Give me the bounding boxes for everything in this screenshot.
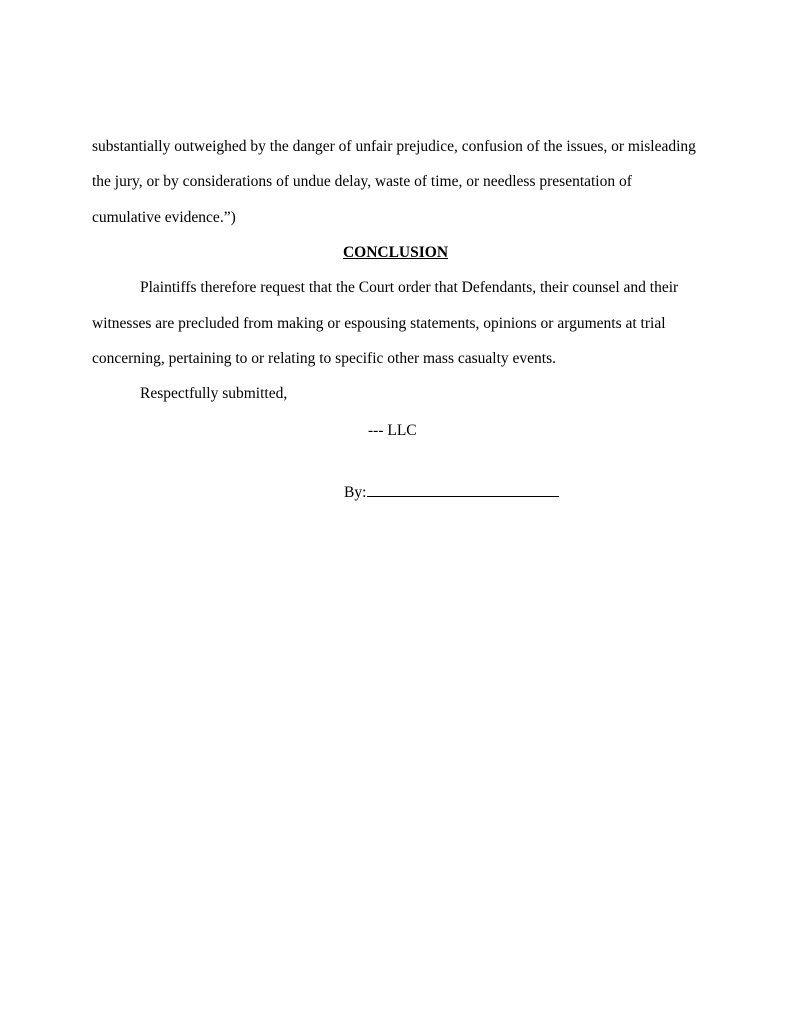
paragraph-line: witnesses are precluded from making or espousing statements, opinions or arguments at trial bbox=[92, 315, 666, 332]
section-heading: CONCLUSION bbox=[342, 244, 449, 261]
paragraph-line: substantially outweighed by the danger of unfair prejudice, confusion of the issues, or misleading bbox=[92, 138, 696, 155]
paragraph-line: cumulative evidence.”) bbox=[92, 209, 236, 226]
signature-block bbox=[344, 480, 559, 503]
paragraph-line: concerning, pertaining to or relating to specific other mass casualty events. bbox=[92, 350, 556, 367]
signature-label: By: bbox=[344, 484, 367, 501]
paragraph-line: Plaintiffs therefore request that the Court order that Defendants, their counsel and their bbox=[140, 279, 679, 296]
paragraph-line: the jury, or by considerations of undue delay, waste of time, or needless presentation of bbox=[92, 173, 632, 190]
closing-text: Respectfully submitted, bbox=[140, 385, 288, 402]
signature-line bbox=[367, 480, 559, 497]
firm-name: --- LLC bbox=[368, 422, 417, 439]
